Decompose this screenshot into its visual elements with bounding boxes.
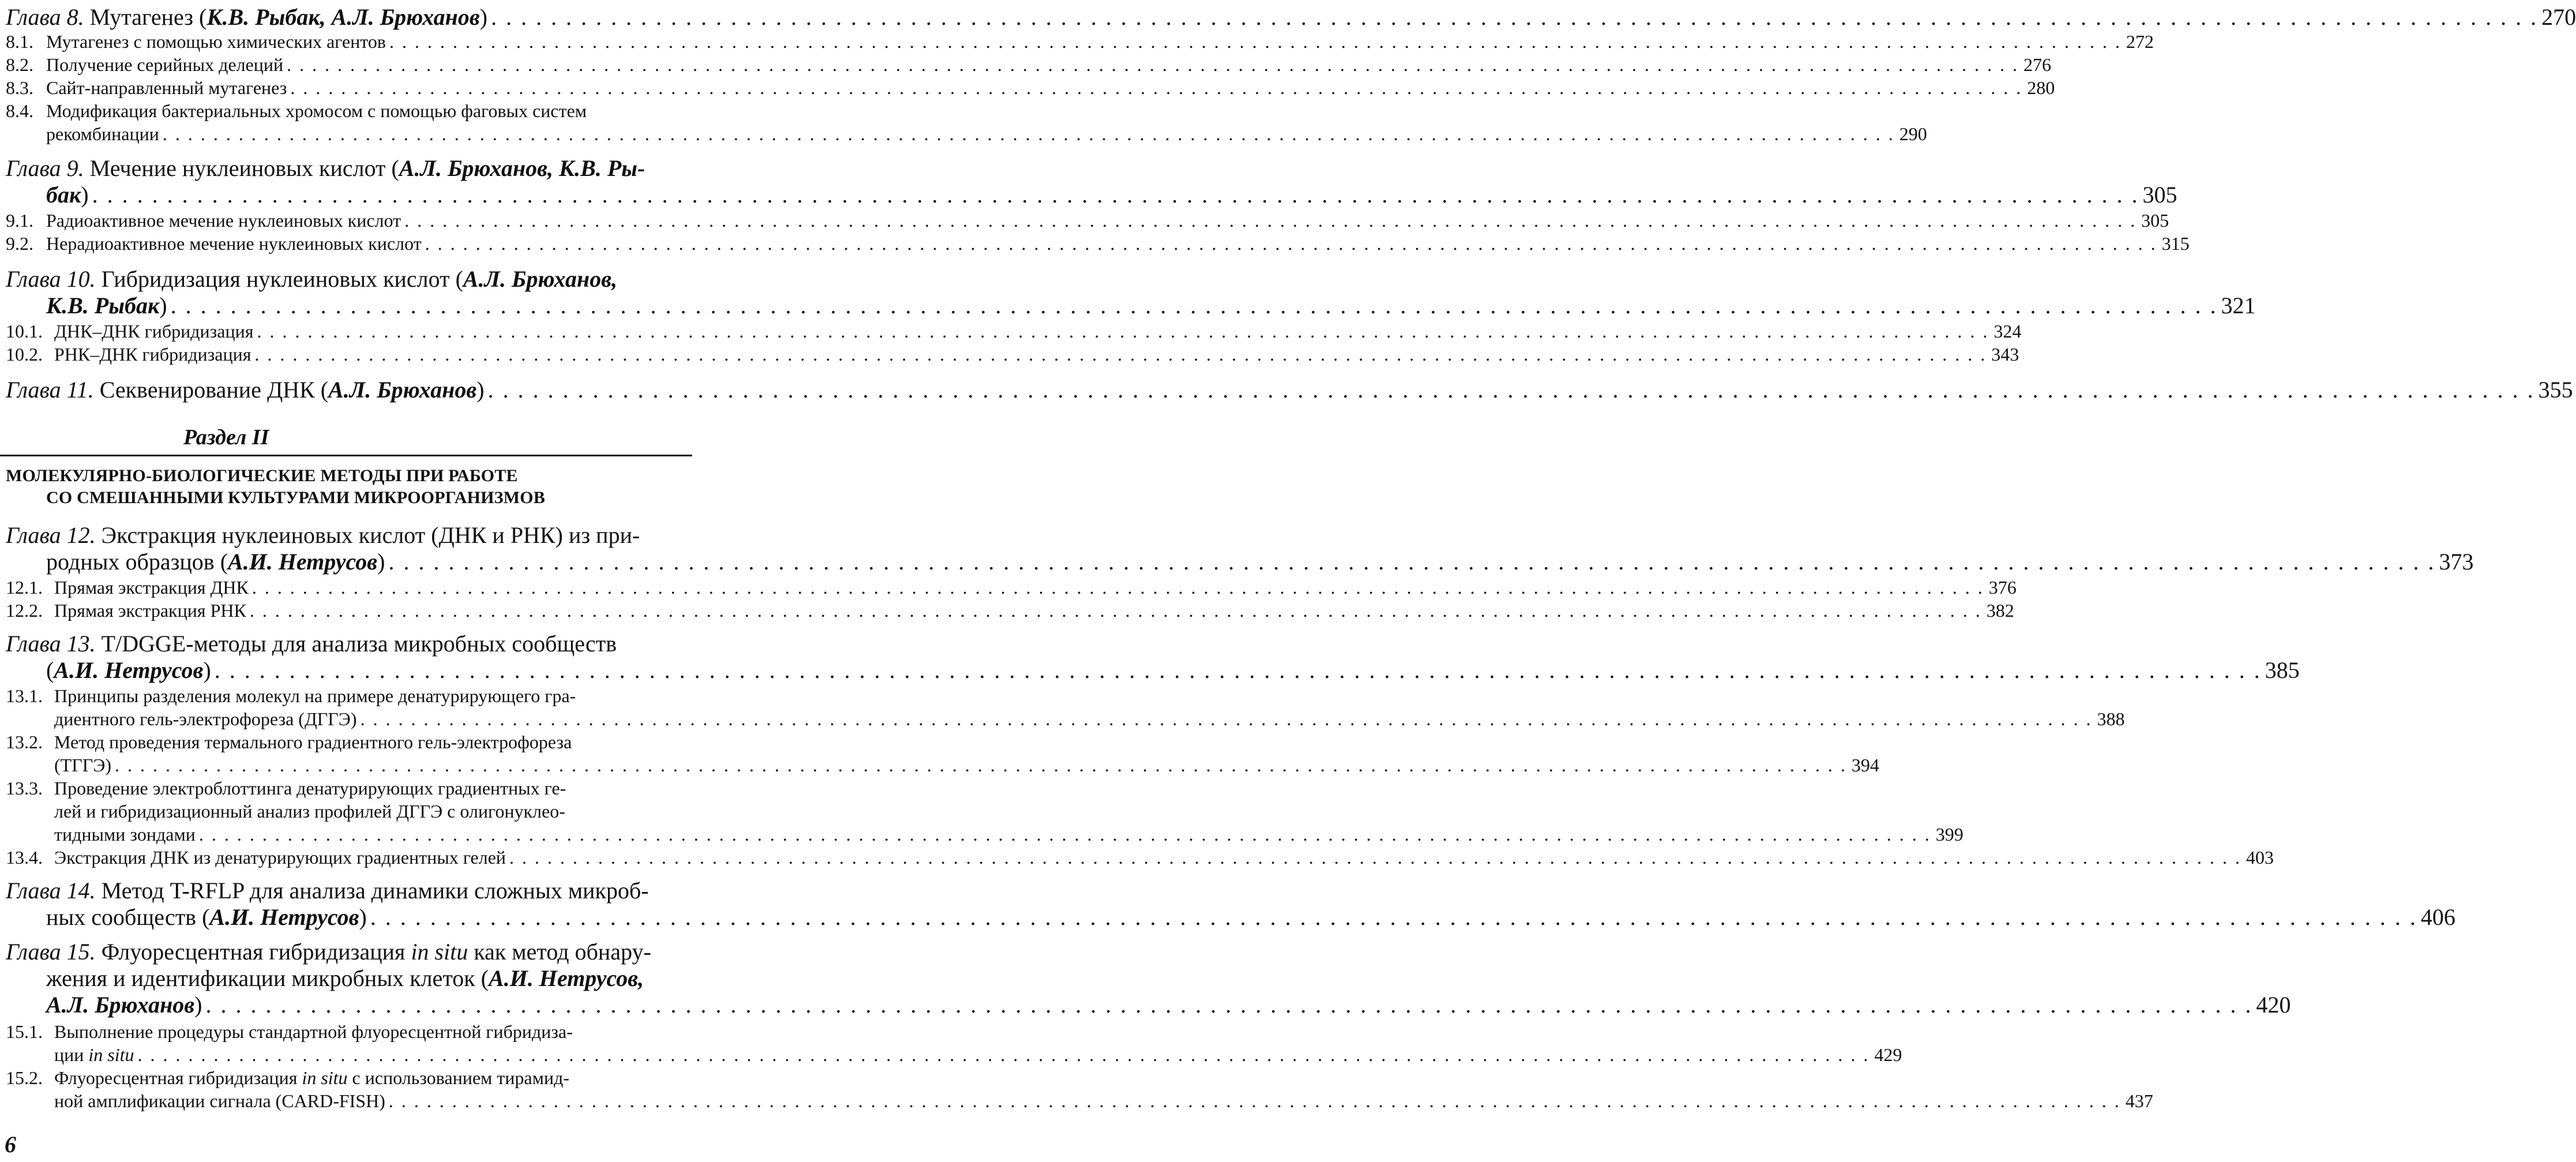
page-number: 403 (2246, 847, 2274, 868)
section-number: 9.2. (6, 233, 33, 254)
footer-page-number: 6 (5, 1131, 16, 1157)
part-divider-rule (0, 455, 692, 456)
section-number: 10.2. (6, 344, 43, 365)
leader-dots (206, 991, 2253, 1018)
leader-dots (290, 76, 2022, 99)
leader-dots (361, 707, 2093, 730)
section-title: Получение серийных делеций (46, 54, 284, 75)
chapter-authors: К.В. Рыбак, А.Л. Брюханов (206, 4, 480, 30)
section-number: 8.3. (6, 77, 33, 98)
toc-section-9-1[interactable] (6, 209, 2169, 232)
chapter-authors: А.И. Нетрусов (209, 904, 359, 930)
section-title: Сайт-направленный мутагенез (46, 77, 287, 98)
section-number: 12.1. (6, 577, 43, 598)
section-number: 9.1. (6, 210, 33, 231)
chapter-title: Секвенирование ДНК (99, 377, 315, 403)
leader-dots (491, 3, 2538, 31)
chapter-authors: А.Л. Брюханов (46, 992, 195, 1018)
leader-dots (199, 823, 1931, 846)
chapter-title: T/DGGE-методы для анализа микробных сообществ (101, 631, 617, 657)
section-number: 8.2. (6, 54, 33, 75)
toc-chapter-14-line1[interactable] (6, 877, 677, 904)
toc-chapter-14-line2[interactable]: ных сообществ (А.И. Нетрусов) . . . 406 (6, 904, 677, 931)
toc-section-15-1-line1[interactable] (6, 1020, 677, 1043)
chapter-title-part: Флуоресцентная гибридизация (101, 939, 405, 965)
chapter-label: Глава 8. (6, 4, 84, 30)
page-number: 305 (2142, 182, 2177, 208)
leader-dots (404, 209, 2136, 232)
chapter-label: Глава 12. (6, 522, 96, 548)
section-title: Мутагенез с помощью химических агентов (46, 31, 386, 52)
page-number: 305 (2141, 210, 2169, 231)
chapter-label: Глава 9. (6, 155, 84, 181)
chapter-authors: А.И. Нетрусов, (489, 965, 644, 991)
page-number: 437 (2125, 1090, 2153, 1111)
section-title: Прямая экстракция ДНК (54, 577, 249, 598)
toc-chapter-10-line2[interactable]: К.В. Рыбак) . . . 321 (6, 292, 677, 319)
leader-dots (425, 232, 2157, 255)
section-number: 15.1. (6, 1021, 43, 1042)
toc-chapter-12-line1[interactable] (6, 522, 677, 549)
leader-dots (488, 376, 2535, 403)
page-number: 280 (2027, 77, 2055, 98)
toc-section-10-1[interactable] (6, 320, 2022, 343)
chapter-label: Глава 11. (6, 377, 94, 403)
section-number: 15.2. (6, 1067, 43, 1088)
leader-dots (257, 320, 1989, 343)
page-number: 385 (2265, 657, 2300, 683)
page-number: 276 (2023, 54, 2052, 75)
toc-chapter-9-line2[interactable]: бак) . . . 305 (6, 181, 677, 208)
section-number: 12.2. (6, 600, 43, 621)
toc-chapter-12-line2[interactable]: родных образцов (А.И. Нетрусов) . . . 373 (6, 548, 677, 575)
toc-section-13-3-line3[interactable] (6, 823, 1963, 846)
page-number: 324 (1993, 321, 2022, 342)
toc-section-13-3-line1[interactable] (6, 777, 677, 800)
page-number: 382 (1986, 600, 2014, 621)
toc-chapter-11[interactable]: Глава 11. Секвенирование ДНК (А.Л. Брюханов) . . . 355 (6, 376, 677, 403)
page-number: 321 (2221, 293, 2256, 318)
page-number: 420 (2256, 992, 2291, 1018)
toc-chapter-15-line1[interactable] (6, 938, 677, 965)
leader-dots (163, 122, 1895, 145)
leader-dots (287, 53, 2019, 76)
page-number: 376 (1988, 577, 2017, 598)
leader-dots (370, 904, 2417, 931)
chapter-title-line: родных образцов (46, 549, 215, 575)
section-title: РНК–ДНК гибридизация (54, 344, 251, 365)
section-title-line: рекомбинации (46, 123, 159, 144)
section-title-line: (ТГГЭ) (54, 755, 111, 775)
toc-section-15-2-line1[interactable] (6, 1066, 677, 1089)
toc-section-10-2[interactable] (6, 343, 2019, 366)
leader-dots (115, 754, 1847, 777)
page-number: 394 (1851, 755, 1879, 775)
section-title: Нерадиоактивное мечение нуклеиновых кислот (46, 233, 422, 254)
section-number: 13.1. (6, 685, 43, 706)
toc-section-12-2[interactable] (6, 599, 2014, 622)
section-number: 10.1. (6, 321, 43, 342)
toc-section-13-2-line2[interactable] (6, 754, 1879, 777)
section-title-line: Метод проведения термального градиентного гель-электрофореза (54, 732, 572, 752)
section-title-part: Флуоресцентная гибридизация (54, 1067, 298, 1088)
toc-chapter-10-line1[interactable]: Глава 10. Гибридизация нуклеиновых кислот (А.Л. Брюханов, (6, 266, 618, 292)
toc-section-15-2-line2[interactable] (6, 1089, 2153, 1112)
toc-section-13-1-line1[interactable] (6, 684, 677, 707)
toc-section-13-1-line2[interactable] (6, 707, 2125, 730)
leader-dots (92, 181, 2139, 208)
section-title-line: Принципы разделения молекул на примере денатурирующего гра- (54, 685, 576, 706)
toc-section-8-2[interactable] (6, 53, 2052, 76)
chapter-title: Мутагенез (89, 4, 194, 30)
leader-dots (138, 1043, 1870, 1066)
leader-dots (509, 846, 2241, 869)
leader-dots (389, 1089, 2121, 1112)
chapter-authors: А.И. Нетрусов (228, 549, 378, 575)
section-title-line: Выполнение процедуры стандартной флуоресцентной гибридиза- (54, 1021, 573, 1042)
leader-dots (389, 30, 2121, 53)
section-number: 8.1. (6, 31, 33, 52)
section-title-part: ции (54, 1044, 84, 1065)
section-title-line: тидными зондами (54, 824, 196, 845)
page-number: 343 (1991, 344, 2019, 365)
toc-section-12-1[interactable] (6, 576, 2017, 599)
page-number: 290 (1899, 123, 1927, 144)
chapter-title-italic: in situ (411, 939, 468, 965)
toc-section-8-4-line1[interactable] (6, 99, 677, 122)
leader-dots (171, 292, 2218, 319)
page-number: 399 (1935, 824, 1963, 845)
chapter-label: Глава 14. (6, 878, 96, 904)
leader-dots (252, 576, 1984, 599)
page-number: 388 (2097, 709, 2125, 729)
chapter-authors: А.Л. Брюханов (328, 377, 477, 403)
leader-dots (254, 343, 1987, 366)
toc-section-13-3-line2[interactable] (6, 800, 677, 823)
chapter-authors: А.Л. Брюханов, (463, 266, 618, 292)
section-title: Прямая экстракция РНК (54, 600, 246, 621)
section-title-italic: in situ (88, 1044, 134, 1065)
section-title-line: Модификация бактериальных хромосом с помощью фаговых систем (46, 100, 587, 121)
chapter-label: Глава 10. (6, 266, 96, 292)
leader-dots (215, 657, 2262, 684)
chapter-authors: А.И. Нетрусов (54, 657, 204, 683)
page-number: 429 (1874, 1044, 1902, 1065)
toc-section-8-1[interactable] (6, 30, 2154, 53)
chapter-label: Глава 13. (6, 631, 96, 657)
section-title: ДНК–ДНК гибридизация (54, 321, 254, 342)
section-title-line: ной амплификации сигнала (CARD-FISH) (54, 1090, 385, 1111)
section-title-italic: in situ (302, 1067, 348, 1088)
toc-section-8-4-line2[interactable] (6, 122, 1927, 145)
page-number: 355 (2538, 377, 2573, 403)
section-title-part: с использованием тирамид- (352, 1067, 570, 1088)
section-number: 8.4. (6, 100, 33, 121)
toc-section-13-4[interactable] (6, 846, 2274, 869)
toc-section-13-2-line1[interactable] (6, 730, 677, 754)
part-heading-line2: СО СМЕШАННЫМИ КУЛЬТУРАМИ МИКРООРГАНИЗМОВ (46, 488, 546, 507)
chapter-authors: бак (46, 182, 81, 208)
leader-dots (388, 548, 2435, 575)
section-title-line: диентного гель-электрофореза (ДГГЭ) (54, 709, 357, 729)
chapter-title-part: как метод обнару- (474, 939, 651, 965)
page-number: 270 (2541, 4, 2576, 30)
section-number: 13.2. (6, 732, 43, 752)
toc-chapter-13-line1[interactable] (6, 630, 677, 657)
section-title: Экстракция ДНК из денатурирующих градиентных гелей (54, 847, 506, 868)
page-number: 315 (2161, 233, 2190, 254)
chapter-title-line: Экстракция нуклеиновых кислот (ДНК и РНК) из при- (101, 522, 640, 548)
page-number: 406 (2420, 904, 2455, 930)
section-title: Радиоактивное мечение нуклеиновых кислот (46, 210, 401, 231)
chapter-title: Мечение нуклеиновых кислот (89, 155, 386, 181)
toc-section-9-2[interactable] (6, 232, 2190, 255)
chapter-label: Глава 15. (6, 939, 96, 965)
toc-chapter-15-line3[interactable]: А.Л. Брюханов) . . . 420 (6, 991, 677, 1018)
chapter-authors: К.В. Рыбак (46, 293, 160, 318)
chapter-title-line: жения и идентификации микробных клеток (46, 965, 475, 991)
leader-dots (250, 599, 1982, 622)
chapter-authors: А.Л. Брюханов, К.В. Ры- (399, 155, 645, 181)
section-title-line: Проведение электроблоттинга денатурирующих градиентных ге- (54, 778, 566, 799)
toc-chapter-13-line2[interactable]: (А.И. Нетрусов) . . . 385 (6, 657, 677, 684)
chapter-title-line: Метод T-RFLP для анализа динамики сложных микроб- (101, 878, 649, 904)
section-title-line: лей и гибридизационный анализ профилей ДГГЭ с олигонуклео- (54, 801, 565, 822)
page-number: 272 (2126, 31, 2154, 52)
section-number: 13.4. (6, 847, 43, 868)
toc-chapter-15-line2[interactable]: жения и идентификации микробных клеток (А.И. Нетрусов, (46, 965, 644, 991)
section-number: 13.3. (6, 778, 43, 799)
part-heading-line1: МОЛЕКУЛЯРНО-БИОЛОГИЧЕСКИЕ МЕТОДЫ ПРИ РАБОТЕ (6, 466, 518, 485)
chapter-title: Гибридизация нуклеиновых кислот (101, 266, 450, 292)
page-number: 373 (2439, 549, 2474, 575)
chapter-title-line: ных сообществ (46, 904, 197, 930)
toc-chapter-8[interactable]: Глава 8. Мутагенез (К.В. Рыбак, А.Л. Брюханов) . . . 270 (6, 3, 677, 31)
toc-chapter-9-line1[interactable]: Глава 9. Мечение нуклеиновых кислот (А.Л. Брюханов, К.В. Ры- (6, 155, 645, 181)
part-title: Раздел II (183, 425, 269, 449)
toc-section-8-3[interactable] (6, 76, 2055, 99)
toc-section-15-1-line2[interactable] (6, 1043, 1902, 1066)
